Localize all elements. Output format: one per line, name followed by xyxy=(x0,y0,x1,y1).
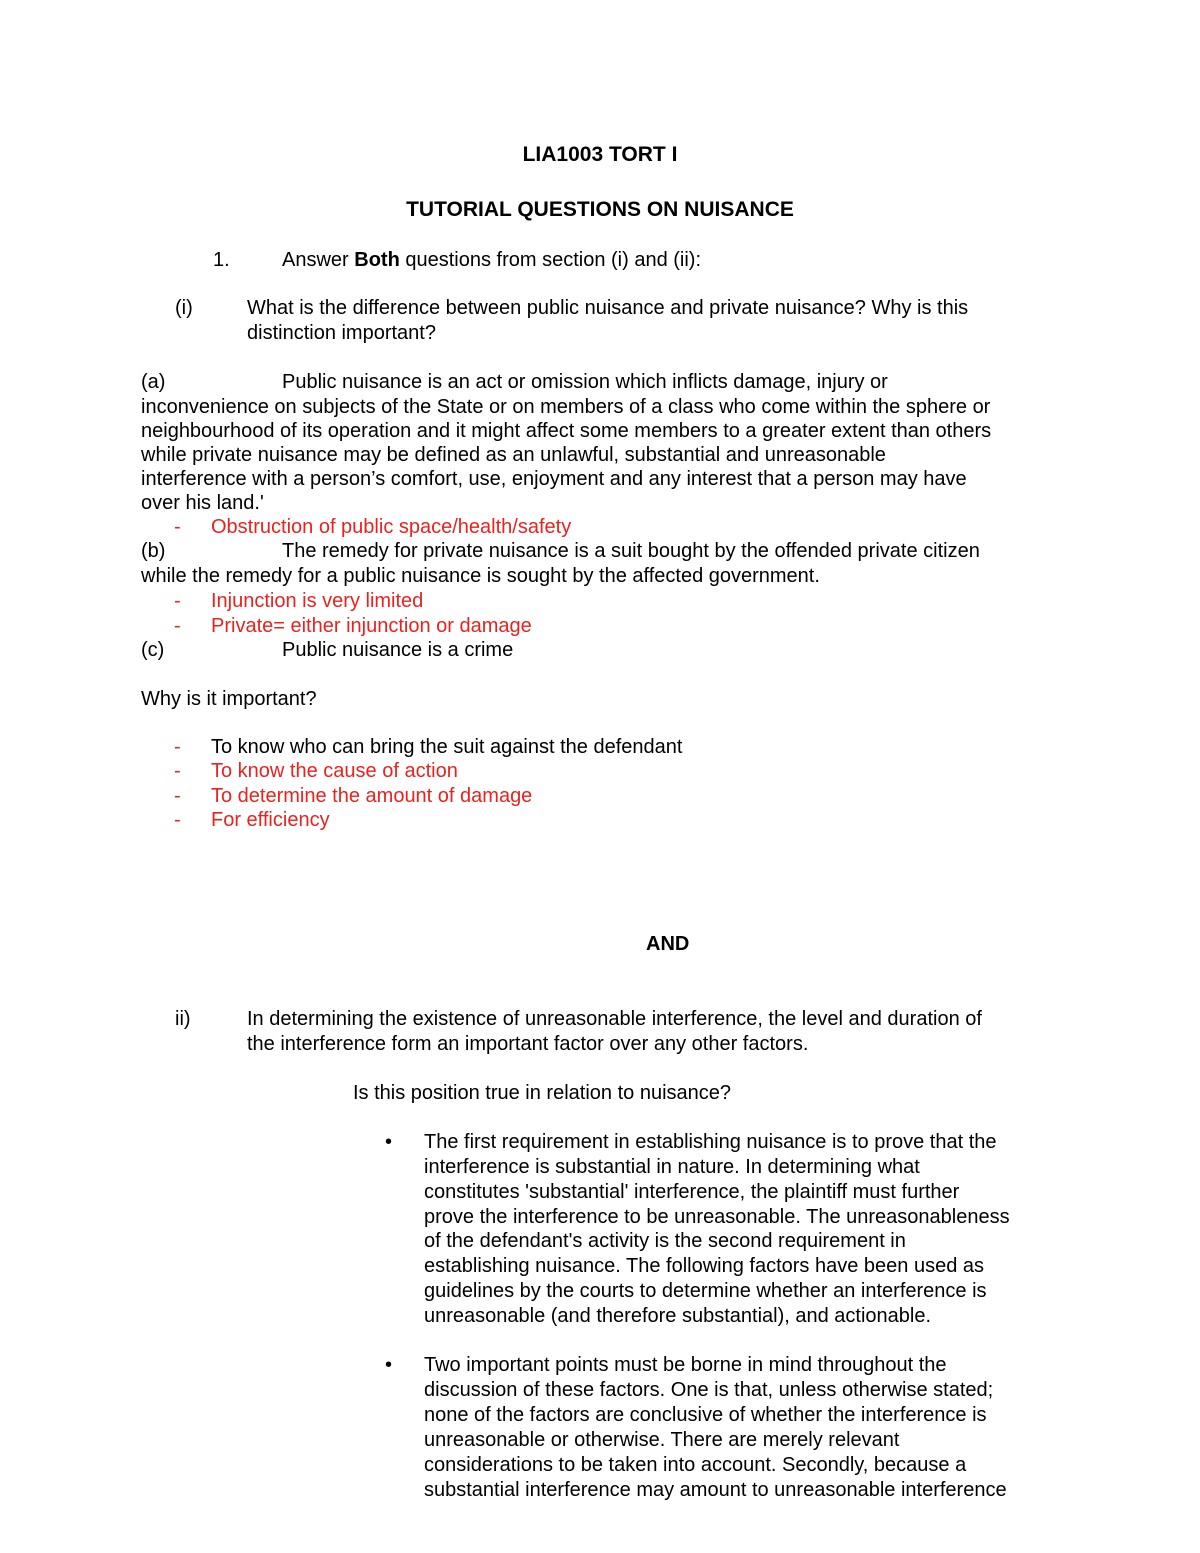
answer-c-label: (c) xyxy=(141,639,165,661)
bullet-1-line: unreasonable (and therefore substantial), and actionable. xyxy=(424,1305,932,1327)
bullet-dot: • xyxy=(385,1131,393,1153)
bullet-2-line: none of the factors are conclusive of whether the interference is xyxy=(424,1404,987,1426)
answer-a-note: Obstruction of public space/health/safety xyxy=(211,516,572,538)
note-dash: - xyxy=(174,760,181,782)
note-dash: - xyxy=(174,809,181,831)
bullet-2-line: substantial interference may amount to unreasonable interference xyxy=(424,1479,1007,1501)
question-number: 1. xyxy=(213,249,230,271)
bullet-1-line: establishing nuisance. The following factors have been used as xyxy=(424,1255,984,1277)
answer-a-label: (a) xyxy=(141,371,166,393)
note-dash: - xyxy=(174,590,181,612)
why-item: To know who can bring the suit against the defendant xyxy=(211,736,683,758)
answer-a-line: neighbourhood of its operation and it might affect some members to a greater extent than others xyxy=(141,420,992,442)
answer-a-line: while private nuisance may be defined as an unlawful, substantial and unreasonable xyxy=(141,444,886,466)
bullet-2-line: considerations to be taken into account. Secondly, because a xyxy=(424,1454,967,1476)
part-ii-line-1: In determining the existence of unreasonable interference, the level and duration of xyxy=(247,1008,982,1030)
part-i-line-1: What is the difference between public nuisance and private nuisance? Why is this xyxy=(247,297,969,319)
bullet-1-line: constitutes 'substantial' interference, the plaintiff must further xyxy=(424,1181,960,1203)
bullet-1-line: of the defendant's activity is the second requirement in xyxy=(424,1230,906,1252)
question-instruction xyxy=(282,248,701,273)
instruction-text-bold: Both xyxy=(354,249,400,271)
why-item: To know the cause of action xyxy=(211,760,458,782)
part-ii-line-2: the interference form an important factor over any other factors. xyxy=(247,1033,809,1055)
answer-a-line: inconvenience on subjects of the State or on members of a class who come within the sphere or xyxy=(141,396,991,418)
note-dash: - xyxy=(174,516,181,538)
answer-b-first-line: The remedy for private nuisance is a suit bought by the offended private citizen xyxy=(282,540,980,562)
answer-a-line: interference with a person’s comfort, use, enjoyment and any interest that a person may have xyxy=(141,468,967,490)
part-i-line-2: distinction important? xyxy=(247,322,436,344)
and-separator: AND xyxy=(646,933,690,955)
instruction-text-before: Answer xyxy=(282,249,355,271)
part-ii-question: Is this position true in relation to nuisance? xyxy=(353,1082,731,1104)
note-dash: - xyxy=(174,615,181,637)
answer-a-line: over his land.' xyxy=(141,492,264,514)
answer-b-note: Private= either injunction or damage xyxy=(211,615,532,637)
note-dash: - xyxy=(174,736,181,758)
bullet-1-line: guidelines by the courts to determine whether an interference is xyxy=(424,1280,987,1302)
why-item: For efficiency xyxy=(211,809,330,831)
document-title: LIA1003 TORT I xyxy=(522,143,678,166)
bullet-1-line: prove the interference to be unreasonable. The unreasonableness xyxy=(424,1206,1010,1228)
answer-b-label: (b) xyxy=(141,540,166,562)
instruction-text-after: questions from section (i) and (ii): xyxy=(399,249,702,271)
bullet-2-line: Two important points must be borne in mind throughout the xyxy=(424,1354,947,1376)
bullet-dot: • xyxy=(385,1354,393,1376)
answer-b-note: Injunction is very limited xyxy=(211,590,424,612)
bullet-1-line: The first requirement in establishing nuisance is to prove that the xyxy=(424,1131,997,1153)
bullet-1-line: interference is substantial in nature. In determining what xyxy=(424,1156,920,1178)
answer-b-line-2: while the remedy for a public nuisance is sought by the affected government. xyxy=(141,565,820,587)
bullet-2-line: unreasonable or otherwise. There are merely relevant xyxy=(424,1429,900,1451)
answer-c-text: Public nuisance is a crime xyxy=(282,639,514,661)
why-heading: Why is it important? xyxy=(141,688,317,710)
why-item: To determine the amount of damage xyxy=(211,785,533,807)
answer-a-first-line: Public nuisance is an act or omission which inflicts damage, injury or xyxy=(282,371,888,393)
document-subtitle: TUTORIAL QUESTIONS ON NUISANCE xyxy=(406,198,794,221)
note-dash: - xyxy=(174,785,181,807)
part-i-label: (i) xyxy=(175,297,193,319)
part-ii-label: ii) xyxy=(175,1008,191,1030)
bullet-2-line: discussion of these factors. One is that, unless otherwise stated; xyxy=(424,1379,994,1401)
